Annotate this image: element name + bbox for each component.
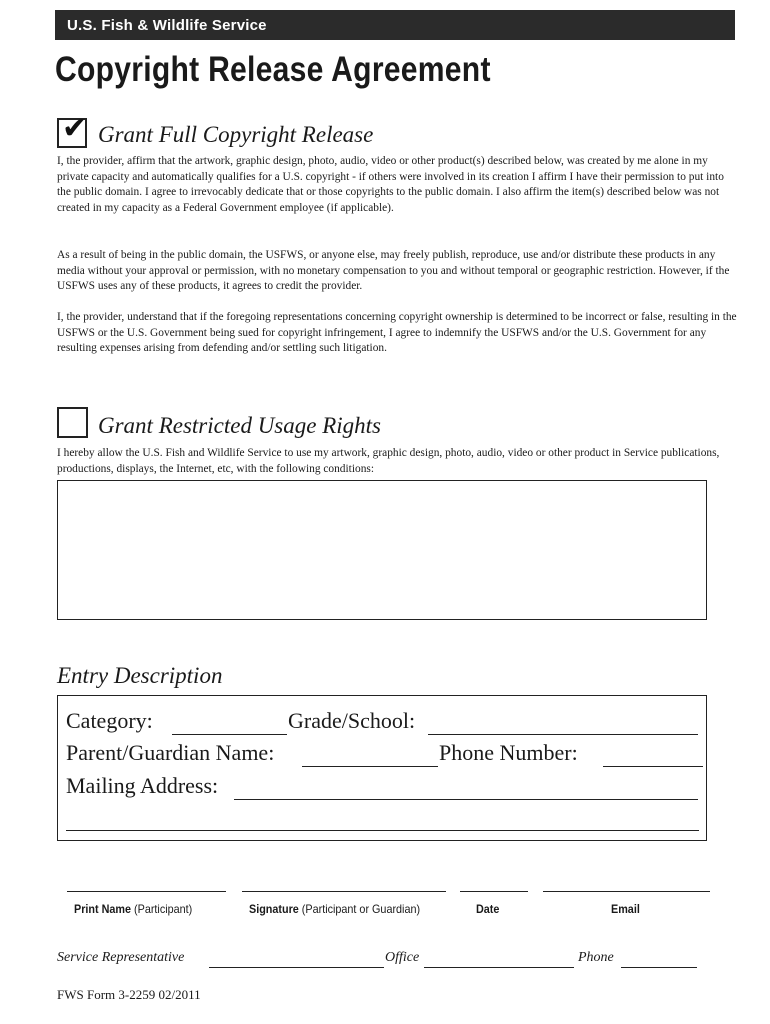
print-name-label: Print Name (Participant) xyxy=(74,902,193,916)
full-release-checkbox[interactable] xyxy=(57,111,88,148)
full-release-paragraph-2: As a result of being in the public domain, the USFWS, or anyone else, may freely publish, reproduce, use and/or distribute these products in any media without your approval or permission, with no monetary compensation to you and without temporal or geographic restriction. However, if the USFWS uses any of these products, it agrees to credit the provider. xyxy=(57,249,730,293)
service-representative-label: Service Representative xyxy=(57,950,185,965)
restricted-usage-paragraph: I hereby allow the U.S. Fish and Wildlife Service to use my artwork, graphic design, photo, audio, video or other product in Service publications, productions, displays, the Internet, etc, with the following conditions: xyxy=(57,447,720,475)
office-label: Office xyxy=(385,950,420,965)
conditions-value xyxy=(58,481,706,493)
form-number: FWS Form 3-2259 02/2011 xyxy=(57,987,201,1002)
date-label: Date xyxy=(476,902,500,916)
full-release-heading: Grant Full Copyright Release xyxy=(98,122,374,147)
category-label: Category: xyxy=(66,708,153,733)
office-field[interactable] xyxy=(424,967,574,968)
email-label: Email xyxy=(611,902,640,916)
conditions-textarea[interactable] xyxy=(57,480,707,620)
agency-header-bar xyxy=(55,10,735,40)
phone-label: Phone xyxy=(578,950,614,965)
date-field[interactable] xyxy=(460,891,528,892)
restricted-usage-heading: Grant Restricted Usage Rights xyxy=(98,413,381,438)
entry-description-heading: Entry Description xyxy=(57,663,223,688)
service-representative-field[interactable] xyxy=(209,967,384,968)
checkmark-icon: ✔ xyxy=(62,111,88,146)
grade-school-field[interactable] xyxy=(428,734,698,735)
signature-label: Signature (Participant or Guardian) xyxy=(249,902,421,916)
print-name-field[interactable] xyxy=(67,891,226,892)
parent-guardian-field[interactable] xyxy=(302,766,438,767)
category-field[interactable] xyxy=(172,734,287,735)
mailing-address-label: Mailing Address: xyxy=(66,773,219,798)
parent-guardian-label: Parent/Guardian Name: xyxy=(66,740,275,765)
signature-field[interactable] xyxy=(242,891,446,892)
full-release-paragraph-1: I, the provider, affirm that the artwork, graphic design, photo, audio, video or other product(s) described below, was created by me alone in my private capacity and automatically qualifies for a U.S. copyright - if others were involved in its creation I affirm I have their permission to put into the public domain. I agree to irrevocably dedicate that or those copyrights to the public domain. I also affirm the item(s) described below was not created in my capacity as a Federal Government employee (if applicable). xyxy=(57,155,724,214)
mailing-address-field-line-2[interactable] xyxy=(66,830,699,831)
grade-school-label: Grade/School: xyxy=(288,708,416,733)
agency-name: U.S. Fish & Wildlife Service xyxy=(67,17,267,34)
phone-number-field[interactable] xyxy=(603,766,703,767)
mailing-address-field[interactable] xyxy=(234,799,698,800)
full-release-paragraph-3: I, the provider, understand that if the foregoing representations concerning copyright ownership is determined to be incorrect or false, resulting in the USFWS or the U.S. Government being sued for copyright infringement, I agree to indemnify the USFWS and/or the U.S. Government for any resulting expenses arising from defending and/or settling such litigation. xyxy=(57,311,737,355)
form-title: Copyright Release Agreement xyxy=(55,50,491,89)
phone-field[interactable] xyxy=(621,967,697,968)
phone-number-label: Phone Number: xyxy=(439,740,578,765)
restricted-usage-checkbox[interactable] xyxy=(57,407,88,438)
email-field[interactable] xyxy=(543,891,710,892)
